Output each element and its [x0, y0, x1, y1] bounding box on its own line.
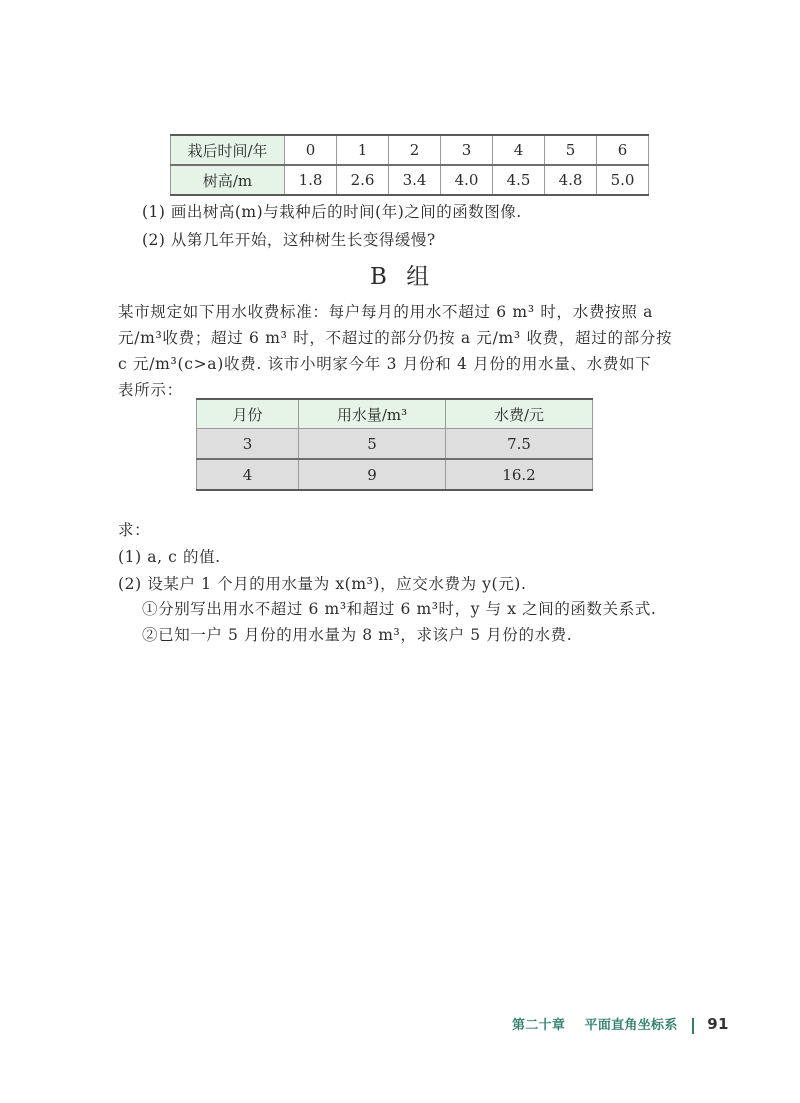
table-row: [171, 165, 649, 195]
table-cell: 3.4: [389, 165, 441, 195]
table-cell: 2: [389, 135, 441, 165]
table-cell: 4.5: [493, 165, 545, 195]
section-title: B 组: [370, 264, 436, 290]
table-header-cell: 水费/元: [446, 399, 593, 429]
table-header-cell: 树高/m: [171, 165, 285, 195]
table-cell: 4: [493, 135, 545, 165]
table-row: [197, 429, 593, 460]
problem-text-line: c 元/m³(c>a)收费. 该市小明家今年 3 月份和 4 月份的用水量、水费如下: [118, 355, 652, 373]
table-cell: 16.2: [446, 459, 593, 490]
chapter-title: 平面直角坐标系: [584, 1018, 678, 1033]
table-row: [171, 135, 649, 165]
table-cell: 2.6: [337, 165, 389, 195]
page-number: 91: [707, 1015, 729, 1033]
table-cell: 5: [545, 135, 597, 165]
table-header-cell: 栽后时间/年: [171, 135, 285, 165]
chapter-label: 第二十章: [512, 1018, 566, 1033]
table-cell: 1: [337, 135, 389, 165]
table-cell: 4.8: [545, 165, 597, 195]
problem-text-line: 某市规定如下用水收费标准：每户每月的用水不超过 6 m³ 时，水费按照 a: [118, 303, 654, 321]
problem-text-line: 表所示：: [118, 381, 183, 399]
footer-divider: [692, 1018, 694, 1034]
table-cell: 9: [299, 459, 446, 490]
table-cell: 4: [197, 459, 299, 490]
table-cell: 1.8: [285, 165, 337, 195]
table-cell: 6: [597, 135, 649, 165]
question-1: (1) 画出树高(m)与栽种后的时间(年)之间的函数图像.: [142, 203, 522, 221]
page-footer: [512, 1014, 729, 1034]
table-cell: 7.5: [446, 429, 593, 460]
table-header-row: [197, 399, 593, 429]
ask-subitem: ②已知一户 5 月份的用水量为 8 m³，求该户 5 月份的水费.: [142, 626, 573, 644]
table-header-cell: 用水量/m³: [299, 399, 446, 429]
table-cell: 4.0: [441, 165, 493, 195]
ask-item: (1) a, c 的值.: [118, 548, 221, 566]
table-cell: 0: [285, 135, 337, 165]
problem-text-line: 元/m³收费；超过 6 m³ 时，不超过的部分仍按 a 元/m³ 收费，超过的部分按: [118, 329, 673, 347]
water-fee-table: [196, 398, 593, 491]
table-cell: 5.0: [597, 165, 649, 195]
question-2: (2) 从第几年开始，这种树生长变得缓慢?: [142, 231, 436, 249]
table-header-cell: 月份: [197, 399, 299, 429]
table-cell: 3: [197, 429, 299, 460]
table-row: [197, 459, 593, 490]
ask-subitem: ①分别写出用水不超过 6 m³和超过 6 m³时，y 与 x 之间的函数关系式.: [142, 600, 657, 618]
ask-item: (2) 设某户 1 个月的用水量为 x(m³)，应交水费为 y(元).: [118, 575, 527, 593]
ask-heading: 求：: [118, 521, 151, 539]
tree-height-table: [170, 134, 649, 196]
table-cell: 3: [441, 135, 493, 165]
table-cell: 5: [299, 429, 446, 460]
